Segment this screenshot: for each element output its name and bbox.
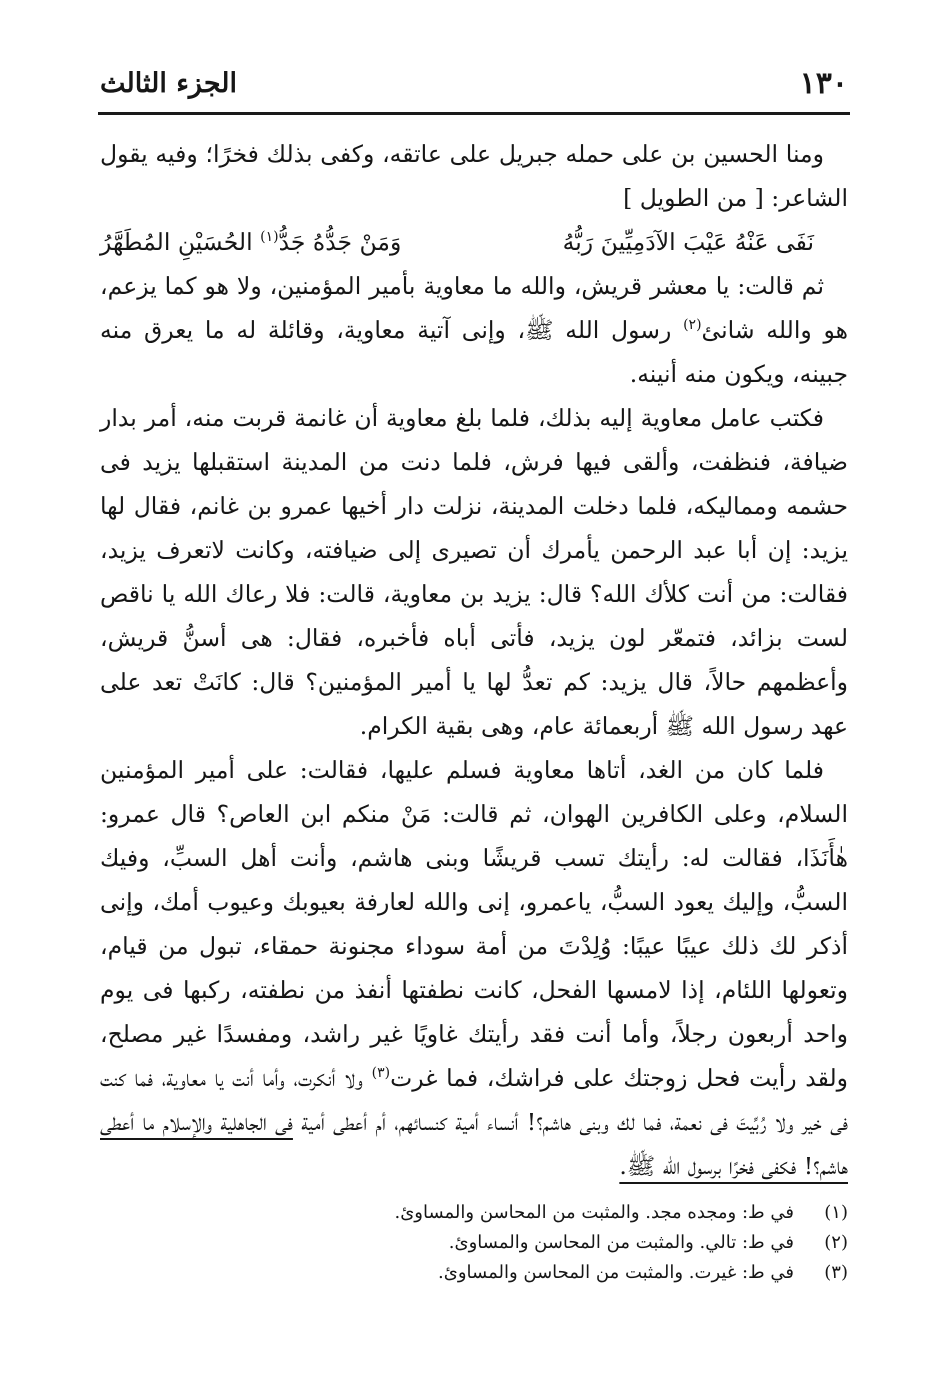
- running-header: [100, 66, 848, 106]
- footnote-ref-1[interactable]: (١): [260, 229, 279, 246]
- footnote-number: (٢): [824, 1232, 848, 1253]
- paragraph-2-part-b: رسول الله ﷺ، وإنى آتية معاوية، وقائلة له ما يعرق منه جبينه، ويكون منه أنينه.: [100, 316, 848, 388]
- verse-hemistich-2-part-b: الحُسَيْنِ المُطَهَّرُ: [100, 228, 261, 256]
- footnote-text: في ط: غيرت. والمثبت من المحاسن والمساوئ.: [438, 1262, 794, 1283]
- footnote-ref-3[interactable]: (٣): [371, 1065, 391, 1082]
- verse-hemistich-2-part-a: وَمَنْ جَدُّهُ جَدُّ: [278, 228, 402, 256]
- page-number: ١٣٠: [799, 66, 848, 101]
- paragraph-4-underlined-ending: فى الجاهلية والإسلام ما أعطى هاشم؟! فكفى فخرًا برسول الله ﷺ.: [100, 1108, 848, 1180]
- paragraph-1: [100, 132, 848, 220]
- footnote-3: [100, 1258, 848, 1288]
- footnote-number: (٣): [824, 1262, 848, 1283]
- paragraph-3-text: فكتب عامل معاوية إليه بذلك، فلما بلغ معاوية أن غانمة قربت منه، أمر بدار ضيافة، فنظفت، وألقى فيها فرش، فلما دنت من المدينة استقبلها يزيد فى حشمه ومماليكه، فلما دخلت المدينة، نزلت دار أخيها عمرو بن غانم، فقال لها يزيد: إن أبا عبد الرحمن يأمرك أن تصيرى إلى ضيافته، وكانت لاتعرف يزيد، فقالت: من أنت كلأك الله؟ قال: يزيد بن معاوية، قالت: فلا رعاك الله يا ناقص لست بزائد، فتمعّر لون يزيد، فأتى أباه فأخبره، فقال: هى أسنُّ قريش، وأعظمهم حالاً، قال يزيد: كم تعدُّ لها يا أمير المؤمنين؟ قال: كانَتْ تعد على عهد رسول الله ﷺ أربعمائة عام، وهى بقية الكرام.: [100, 404, 848, 740]
- paragraph-3: [100, 396, 848, 748]
- verse-hemistich-2: [100, 220, 401, 264]
- paragraph-2: [100, 264, 848, 396]
- paragraph-4-part-a: فلما كان من الغد، أتاها معاوية فسلم عليها، فقالت: على أمير المؤمنين السلام، وعلى الكافرين الهوان، ثم قالت: مَنْ منكم ابن العاص؟ قال عمرو: هٰأَنَذَا، فقالت له: رأيتك تسب قريشًا وبنى هاشم، وأنت أهل السبِّ، وفيك السبُّ، وإليك يعود السبُّ، ياعمرو، إنى والله لعارفة بعيوبك وعيوب أمك، وإنى أذكر لك ذلك عيبًا عيبًا: وُلِدْتَ من أمة سوداء مجنونة حمقاء، تبول من قيام، وتعولها اللئام، إذا لامسها الفحل، كانت نطفتها أنفذ من نطفته، ركبها فى يوم واحد أربعون رجلاً، وأما أنت فقد رأيتك غاويًا غير راشد، ومفسدًا غير مصلح، ولقد رأيت فحل زوجتك على فراشك، فما غرت: [100, 756, 848, 1092]
- paragraph-4: [100, 748, 848, 1188]
- header-rule: [98, 112, 850, 115]
- paragraph-1-text: ومنا الحسين بن على حمله جبريل على عاتقه، وكفى بذلك فخرًا؛ وفيه يقول الشاعر: [ من الطويل ]: [100, 140, 848, 212]
- verse-hemistich-1: نَفَى عَنْهُ عَيْبَ الآدَمِيِّينَ رَبُّهُ: [562, 228, 814, 256]
- footnote-text: في ط: ومجده مجد. والمثبت من المحاسن والمساوئ.: [394, 1202, 794, 1223]
- volume-title: الجزء الثالث: [100, 68, 237, 99]
- main-text: [100, 132, 848, 1188]
- footnote-1: [100, 1198, 848, 1228]
- footnote-number: (١): [824, 1202, 848, 1223]
- footnote-text: في ط: تالي. والمثبت من المحاسن والمساوئ.: [448, 1232, 794, 1253]
- paragraph-4-part-b: ولا أنكرت، وأما أنت يا معاوية، فما كنت فى خير ولا رُبِّيتَ فى نعمة، فما لك وبنى هاشم؟! أنساء أمية كنسائهم، أم أعطى أمية: [100, 1064, 849, 1136]
- footnote-ref-2[interactable]: (٢): [683, 317, 702, 334]
- footnotes: [100, 1198, 848, 1288]
- paragraph-2-part-a: ثم قالت: يا معشر قريش، والله ما معاوية بأمير المؤمنين، ولا هو كما يزعم، هو والله شانئ: [100, 272, 848, 344]
- verse-line: [100, 220, 848, 264]
- footnote-2: [100, 1228, 848, 1258]
